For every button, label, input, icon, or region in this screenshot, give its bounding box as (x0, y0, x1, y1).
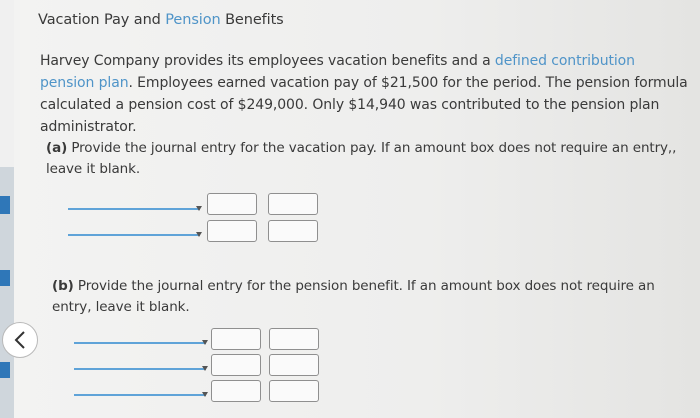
debit-amount-input[interactable] (207, 193, 257, 215)
back-button[interactable] (2, 322, 38, 358)
credit-amount-input[interactable] (269, 354, 319, 376)
part-b-instructions: (b) Provide the journal entry for the pension benefit. If an amount box does not require an entry, leave it blank. (52, 278, 655, 315)
credit-amount-input[interactable] (268, 220, 318, 242)
account-dropdown[interactable] (68, 222, 200, 236)
question-page (14, 0, 700, 418)
nav-marker (0, 196, 10, 214)
credit-amount-input[interactable] (268, 193, 318, 215)
caret-down-icon (202, 392, 208, 397)
credit-amount-input[interactable] (269, 380, 319, 402)
debit-amount-input[interactable] (207, 220, 257, 242)
account-dropdown[interactable] (74, 382, 206, 396)
nav-marker (0, 270, 10, 286)
credit-amount-input[interactable] (269, 328, 319, 350)
page-title: Vacation Pay and Pension Benefits (38, 12, 284, 28)
debit-amount-input[interactable] (211, 380, 261, 402)
account-dropdown[interactable] (74, 356, 206, 370)
caret-down-icon (196, 206, 202, 211)
account-dropdown[interactable] (74, 330, 206, 344)
caret-down-icon (196, 232, 202, 237)
debit-amount-input[interactable] (211, 328, 261, 350)
debit-amount-input[interactable] (211, 354, 261, 376)
glossary-link[interactable]: defined contribution pension plan (40, 53, 635, 91)
problem-statement: Harvey Company provides its employees vacation benefits and a defined contribution pension plan. Employees earned vacation pay of $21,500 for the period. The pension formula calculated a pension cost of $249,000. Only $14,940 was contributed to the pension plan administrator. (40, 53, 688, 135)
part-a-instructions: (a) Provide the journal entry for the vacation pay. If an amount box does not require an entry,, leave it blank. (46, 140, 677, 177)
chevron-left-icon (12, 330, 28, 350)
account-dropdown[interactable] (68, 196, 200, 210)
nav-marker (0, 362, 10, 378)
caret-down-icon (202, 366, 208, 371)
caret-down-icon (202, 340, 208, 345)
